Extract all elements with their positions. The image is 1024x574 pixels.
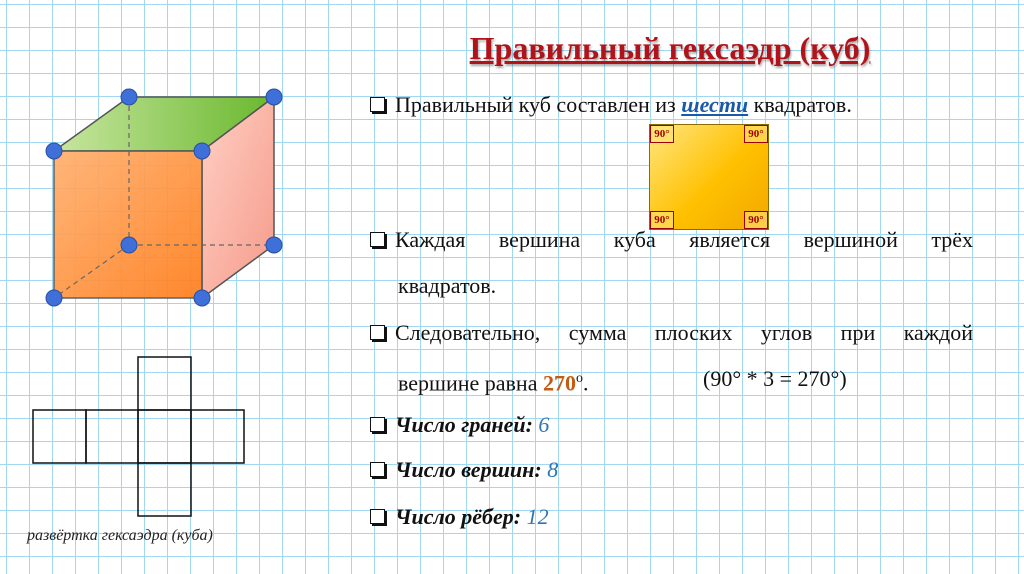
highlight-word: шести: [681, 92, 749, 117]
list-item-vertices: Число вершин: 8: [370, 446, 558, 494]
net-face: [138, 357, 191, 410]
square-illustration: [649, 124, 769, 230]
square-bullet-icon: [370, 509, 385, 524]
angle-label: 90°: [650, 211, 674, 229]
net-face: [33, 410, 86, 463]
angle-label: 90°: [744, 211, 768, 229]
list-item: Следовательно, сумма плоских углов при каждой: [370, 309, 973, 357]
square-bullet-icon: [370, 325, 385, 340]
list-item: Каждая вершина куба является вершиной трёх: [370, 216, 973, 264]
list-item-edges: Число рёбер: 12: [370, 493, 549, 541]
angle-label: 90°: [650, 125, 674, 143]
square-bullet-icon: [370, 417, 385, 432]
list-item-faces: Число граней: 6: [370, 401, 549, 449]
angle-label: 90°: [744, 125, 768, 143]
net-face: [138, 410, 191, 463]
square-bullet-icon: [370, 232, 385, 247]
square-bullet-icon: [370, 462, 385, 477]
list-item-continuation: квадратов.: [398, 273, 497, 298]
list-item: Правильный куб составлен из шести квадратов.: [370, 81, 852, 129]
page-title: Правильный гексаэдр (куб): [469, 30, 871, 66]
cube-vertex: [266, 89, 282, 105]
cube-net: [0, 0, 260, 530]
angle-formula: (90° * 3 = 270°): [703, 366, 847, 391]
net-face: [138, 463, 191, 516]
net-face: [191, 410, 244, 463]
net-caption: развёртка гексаэдра (куба): [27, 527, 213, 544]
net-face: [86, 410, 138, 463]
square-bullet-icon: [370, 97, 385, 112]
cube-vertex: [266, 237, 282, 253]
list-item-continuation: вершине равна $270^о$.: [398, 370, 589, 396]
